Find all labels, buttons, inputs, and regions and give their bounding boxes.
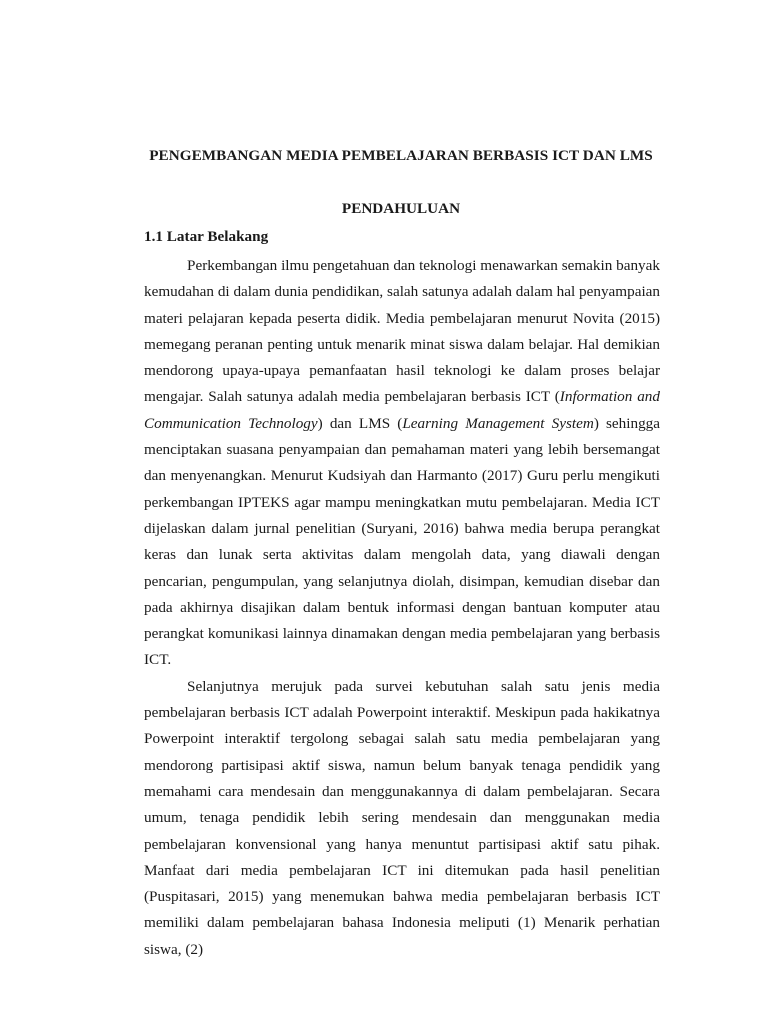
paragraph-2: Selanjutnya merujuk pada survei kebutuhan salah satu jenis media pembelajaran berbasis ICT adalah Powerpoint interaktif. Meskipun pada hakikatnya Powerpoint interaktif tergolong sebagai salah satu media pembelajaran yang mendorong partisipasi aktif siswa, namun belum banyak tenaga pendidik yang memahami cara mendesain dan menggunakannya di dalam pembelajaran. Secara umum, tenaga pendidik lebih sering mendesain dan menggunakan media pembelajaran konvensional yang hanya menuntut partisipasi aktif satu pihak. Manfaat dari media pembelajaran ICT ini ditemukan pada hasil penelitian (Puspitasari, 2015) yang menemukan bahwa media pembelajaran berbasis ICT memiliki dalam pembelajaran bahasa Indonesia meliputi (1) Menarik perhatian siswa, (2) bbox=[144, 677, 660, 958]
paragraph-1 bbox=[144, 253, 660, 674]
paragraph-1-text-a: Perkembangan ilmu pengetahuan dan teknologi menawarkan semakin banyak kemudahan di dalam dunia pendidikan, salah satunya adalah dalam hal penyampaian materi pelajaran kepada peserta didik. Media pembelajaran menurut Novita (2015) memegang peranan penting untuk menarik minat siswa dalam belajar. Hal demikian mendorong upaya-upaya pemanfaatan hasil teknologi ke dalam proses belajar mengajar. Salah satunya adalah media pembelajaran berbasis ICT ( bbox=[144, 257, 660, 406]
document-title: PENGEMBANGAN MEDIA PEMBELAJARAN BERBASIS ICT DAN LMS bbox=[149, 147, 653, 164]
subsection-title: 1.1 Latar Belakang bbox=[144, 228, 269, 245]
section-title: PENDAHULUAN bbox=[341, 200, 461, 217]
paragraph-1-text-c: ) sehingga menciptakan suasana penyampaian dan pemahaman materi yang lebih bersemangat dan menyenangkan. Menurut Kudsiyah dan Harmanto (2017) Guru perlu mengikuti perkembangan IPTEKS agar mampu meningkatkan mutu pembelajaran. Media ICT dijelaskan dalam jurnal penelitian (Suryani, 2016) bahwa media berupa perangkat keras dan lunak serta aktivitas dalam mengolah data, yang diawali dengan pencarian, pengumpulan, yang selanjutnya diolah, disimpan, kemudian disebar dan pada akhirnya disajikan dalam bentuk informasi dengan bantuan komputer atau perangkat komunikasi lainnya dinamakan dengan media pembelajaran yang berbasis ICT. bbox=[144, 414, 661, 669]
paragraph-1-italic-ict: Information and Communication Technology bbox=[144, 388, 660, 432]
body-text bbox=[144, 253, 660, 963]
paragraph-1-text-b: ) dan LMS ( bbox=[317, 414, 403, 432]
paragraph-1-italic-lms: Learning Management System bbox=[402, 414, 594, 432]
